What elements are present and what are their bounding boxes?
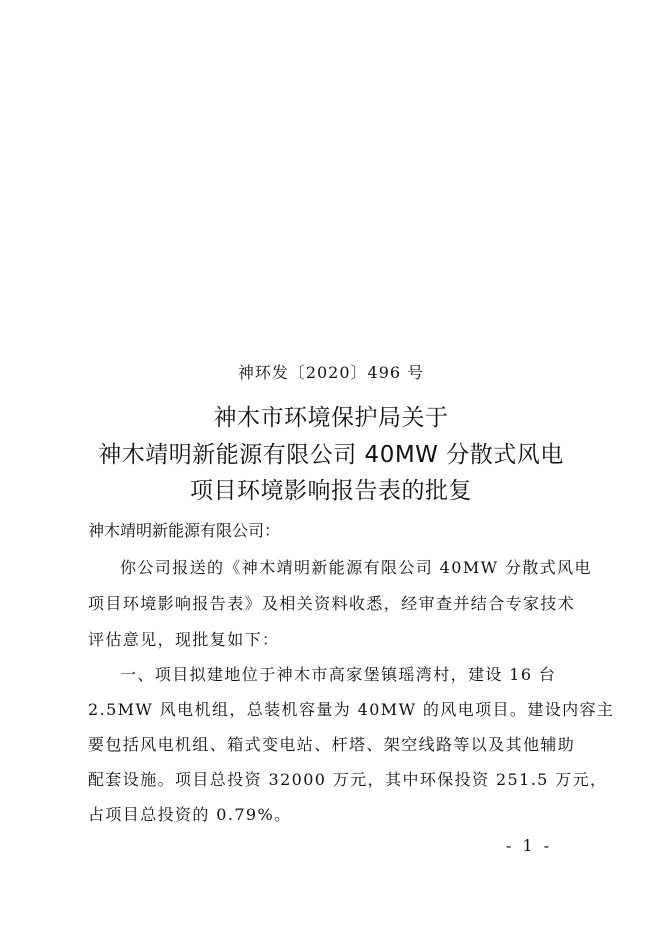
paragraph-2-line-2: 2.5MW 风电机组，总装机容量为 40MW 的风电项目。建设内容主: [88, 700, 615, 719]
title-line-3: 项目环境影响报告表的批复: [190, 478, 472, 504]
paragraph-1-line-3: 评估意见，现批复如下：: [88, 630, 280, 649]
paragraph-1-line-2: 项目环境影响报告表》及相关资料收悉，经审查并结合专家技术: [88, 594, 576, 613]
title-line-2: 神木靖明新能源有限公司 40MW 分散式风电: [98, 442, 564, 468]
document-number: 神环发〔2020〕496 号: [237, 363, 425, 382]
paragraph-2-line-1: 一、项目拟建地位于神木市高家堡镇瑶湾村，建设 16 台: [120, 665, 557, 684]
page-number: - 1 -: [506, 836, 553, 855]
title-line-1: 神木市环境保护局关于: [213, 405, 449, 431]
paragraph-1-line-1: 你公司报送的《神木靖明新能源有限公司 40MW 分散式风电: [120, 558, 592, 577]
paragraph-2-line-3: 要包括风电机组、箱式变电站、杆塔、架空线路等以及其他辅助: [88, 735, 576, 754]
paragraph-2-line-4: 配套设施。项目总投资 32000 万元，其中环保投资 251.5 万元，: [88, 770, 608, 789]
paragraph-2-line-5: 占项目总投资的 0.79%。: [88, 805, 292, 824]
addressee: 神木靖明新能源有限公司：: [88, 521, 281, 540]
